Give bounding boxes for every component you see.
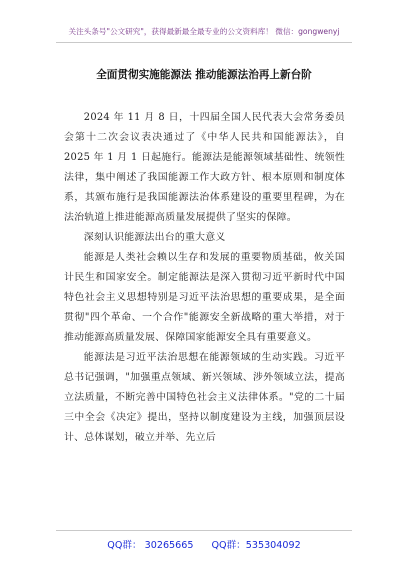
- paragraph-intro: 2024 年 11 月 8 日，十四届全国人民代表大会常务委员会第十二次会议表决通过了《中华人民共和国能源法》，自 2025 年 1 月 1 日起施行。能源法是能源领域基础性、统领性法律，集中阐述了我国能源工作大政方针、根本原则和制度体系，其颁布施行是我国能源法治体系建设的重要里程碑，为在法治轨道上推进能源高质量发展提供了坚实的保障。: [64, 112, 345, 223]
- document-title: 全面贯彻实施能源法 推动能源法治再上新台阶: [96, 69, 312, 81]
- footer-qq-group-1: QQ群： 30265665: [107, 540, 194, 551]
- header-divider: [56, 42, 352, 43]
- footer-contact: [0, 537, 408, 551]
- document-body: [64, 108, 345, 448]
- footer-divider: [56, 530, 352, 531]
- paragraph-practice: 能源法是习近平法治思想在能源领域的生动实践。习近平总书记强调，"加强重点领域、新兴领域、涉外领域立法，提高立法质量，不断完善中国特色社会主义法律体系。"党的二十届三中全会《决定》提出，坚持以制度建设为主线，加强顶层设计、总体谋划，破立并举、先立后: [64, 352, 345, 443]
- section-heading: 深刻认识能源法出台的重大意义: [83, 232, 226, 243]
- footer-qq-group-2: QQ群：535304092: [211, 540, 301, 551]
- paragraph-significance: 能源是人类社会赖以生存和发展的重要物质基础，攸关国计民生和国家安全。制定能源法是深入贯彻习近平新时代中国特色社会主义思想特别是习近平法治思想的重要成果，是全面贯彻"四个革命、一个合作"能源安全新战略的重大举措，对于推动能源高质量发展、保障国家能源安全具有重要意义。: [64, 252, 345, 343]
- header-promo-banner: 关注头条号"公文研究"，获得最新最全最专业的公文资料库！ 微信：gongwenyj: [68, 27, 340, 36]
